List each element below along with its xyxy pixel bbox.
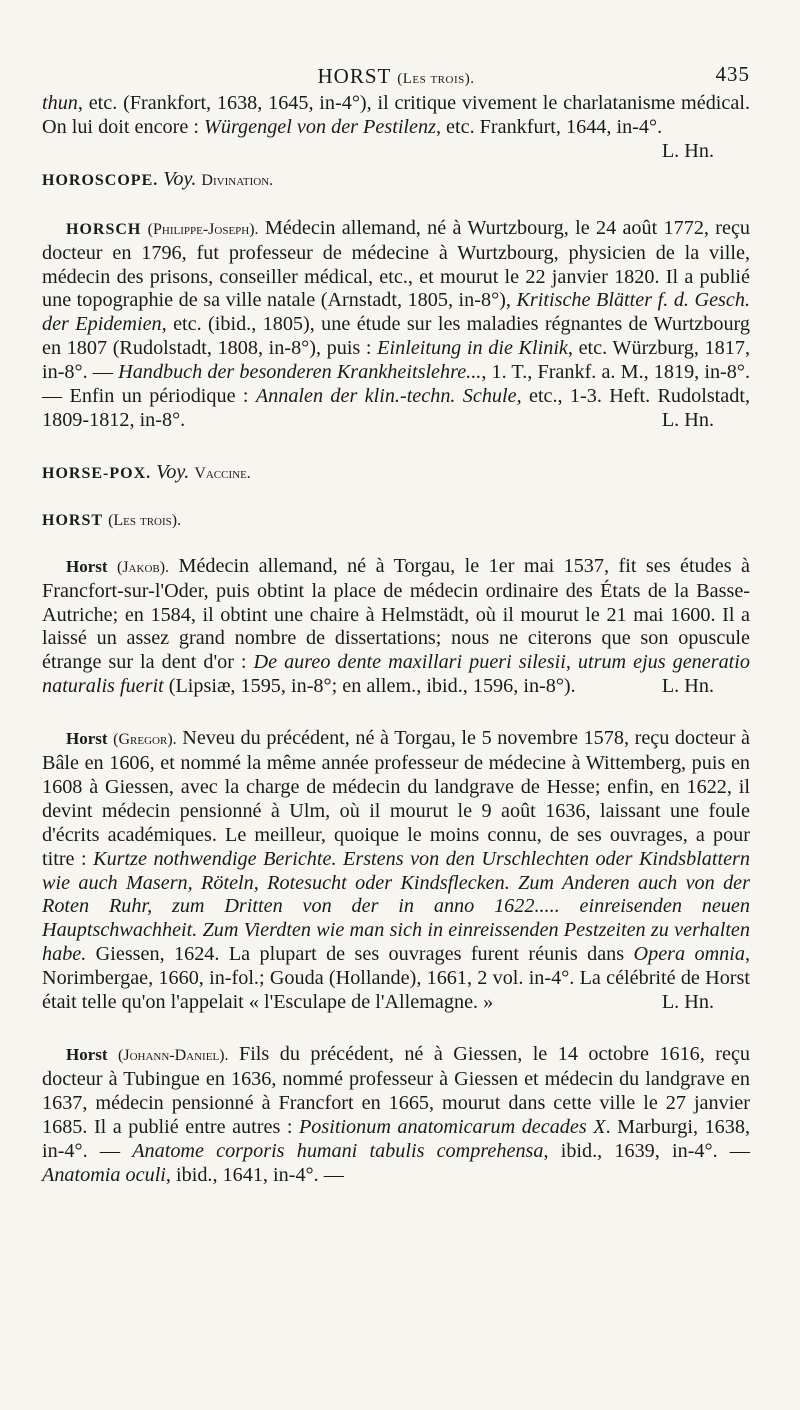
headword: HOROSCOPE. [42, 171, 159, 189]
person-name: Horst [66, 1045, 108, 1064]
person-name: Horst [66, 556, 108, 576]
running-head-title: HORST (Les trois). [317, 64, 475, 88]
cross-reference: Vaccine. [194, 464, 251, 482]
forenames: (Gregor). [113, 731, 177, 749]
entry-signature: L. Hn. [661, 675, 714, 698]
running-head [42, 58, 750, 92]
entry-horst-johann-daniel: Horst (Johann-Daniel). Fils du précédent, né à Giessen, le 14 octobre 1616, reçu docteur à Tubingue en 1636, nommé professeur à Giessen et médecin du landgrave en 1637, médecin pensionné à Francfort en 1665, mourut dans cette ville le 27 janvier 1685. Il a publié entre autres : Positionum anatomicarum decades X. Marburgi, 1638, in-4°. — Anatome corporis humani tabulis comprehensa, ibid., 1639, in-4°. — Anatomia oculi, ibid., 1641, in-4°. — [42, 1043, 750, 1186]
entry-signature: L. Hn. [661, 408, 714, 431]
page [42, 58, 750, 1187]
headword: HORSCH [66, 220, 142, 238]
entry-signature: L. Hn. [661, 991, 714, 1014]
subtitle: (Les trois). [108, 511, 182, 529]
entry-horsch: HORSCH (Philippe-Joseph). Médecin allemand, né à Wurtzbourg, le 24 août 1772, reçu docteur en 1796, fut professeur de médecine à Wurtzbourg, physicien de la ville, médecin des prisons, conseiller médical, etc., et mourut le 22 janvier 1820. Il a publié une topographie de sa ville natale (Arnstadt, 1805, in-8°), Kritische Blätter f. d. Gesch. der Epidemien, etc. (ibid., 1805), une étude sur les maladies régnantes de Wurtzbourg en 1807 (Rudolstadt, 1808, in-8°), puis : Einleitung in die Klinik, etc. Würzburg, 1817, in-8°. — Handbuch der besonderen Krankheitslehre..., 1. T., Frankf. a. M., 1819, in-8°. — Enfin un périodique : Annalen der klin.-techn. Schule, etc., 1-3. Heft. Rudolstadt, 1809-1812, in-8°. L. Hn. [42, 216, 750, 431]
entry-horst-jakob: Horst (Jakob). Médecin allemand, né à Torgau, le 1er mai 1537, fit ses études à Francfort-sur-l'Oder, puis obtint la place de médecin ordinaire des États de la Basse-Autriche; en 1584, il obtint une chaire à Helmstädt, où il mourut le 21 mai 1600. Il a laissé un assez grand nombre de dissertations; nous ne citerons que son opuscule étrange sur la dent d'or : De aureo dente maxillari pueri silesii, utrum ejus generatio naturalis fuerit (Lipsiæ, 1595, in-8°; en allem., ibid., 1596, in-8°). L. Hn. [42, 554, 751, 698]
entry-signature: L. Hn. [661, 139, 714, 162]
entry-horst-continued: thun, etc. (Frankfort, 1638, 1645, in-4°), il critique vivement le charlatanisme médical. On lui doit encore : Würgengel von der Pestilenz, etc. Frankfurt, 1644, in-4°. L. Hn. [42, 92, 750, 162]
person-name: Horst [66, 729, 108, 749]
page-number: 435 [715, 62, 750, 86]
running-head-subtitle: (Les trois). [397, 71, 475, 87]
cross-reference: Divination. [201, 171, 274, 189]
forenames: (Johann-Daniel). [118, 1047, 229, 1064]
entry-horoscope: HOROSCOPE. Voy. Divination. [42, 167, 274, 190]
forenames: (Jakob). [117, 558, 170, 576]
headword: HORST [42, 511, 104, 529]
forenames: (Philippe-Joseph). [147, 220, 259, 238]
entry-horse-pox: HORSE-POX. Voy. Vaccine. [42, 460, 251, 483]
entry-horst-header [42, 508, 750, 533]
entry-horst-gregor: Horst (Gregor). Neveu du précédent, né à Torgau, le 5 novembre 1578, reçu docteur à Bâle en 1606, et nommé la même année professeur de médecine à Wittemberg, puis en 1608 à Giessen, avec la charge de médecin du landgrave de Hesse; enfin, en 1622, il devint médecin pensionné à Ulm, où il mourut le 9 août 1636, laissant une foule d'écrits académiques. Le meilleur, quoique le moins connu, de ses ouvrages, a pour titre : Kurtze nothwendige Berichte. Erstens von den Urschlechten oder Kindsblattern wie auch Masern, Röteln, Rotesucht oder Kindsflecken. Zum Anderen auch von der Roten Ruhr, zum Dritten von der in anno 1622..... einreisenden neuen Hauptschwachheit. Zum Vierdten wie man sich in einreissenden Pestzeiten zu verhalten habe. Giessen, 1624. La plupart de ses ouvrages furent réunis dans Opera omnia, Norimbergae, 1660, in-fol.; Gouda (Hollande), 1661, 2 vol. in-4°. La célébrité de Horst était telle qu'on l'appelait « l'Esculape de l'Allemagne. » L. Hn. [42, 727, 751, 1014]
headword: HORSE-POX. [42, 464, 152, 482]
